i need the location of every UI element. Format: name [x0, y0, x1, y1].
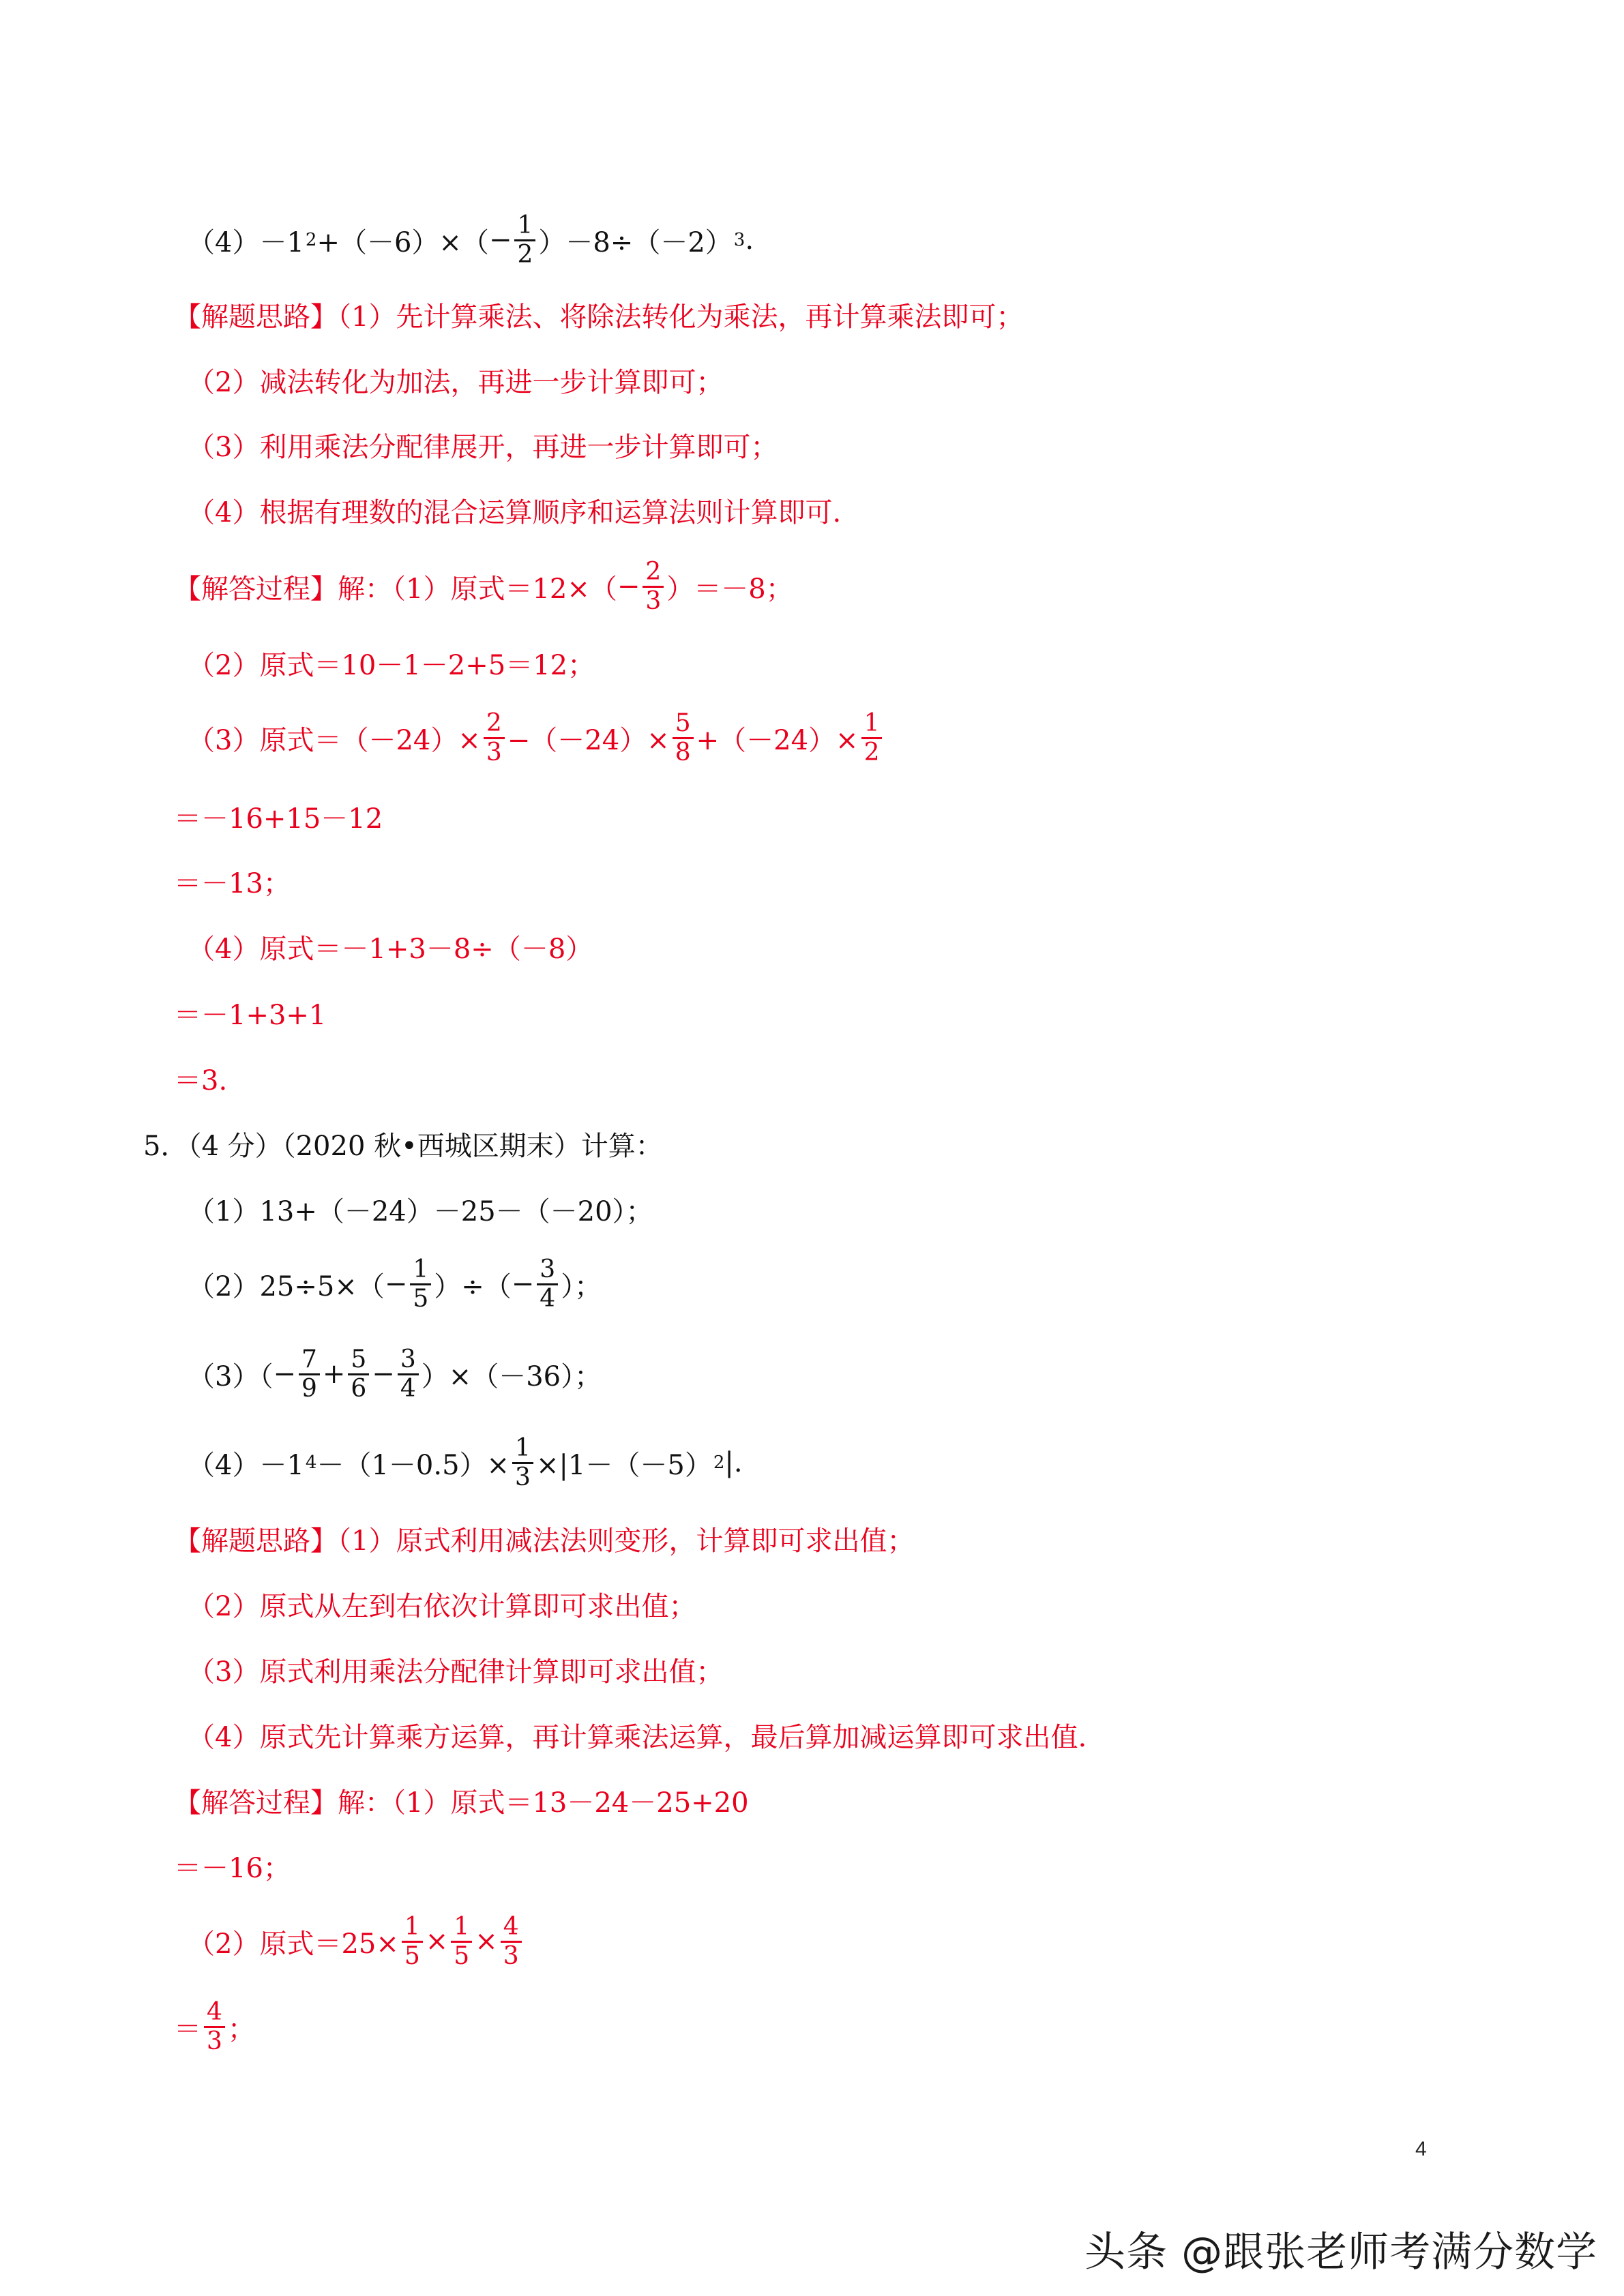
q4-thought-2: （2）减法转化为加法，再进一步计算即可；	[188, 366, 724, 398]
text: （2）原式＝25×	[188, 1928, 399, 1960]
numerator: 1	[404, 1912, 420, 1941]
text: （4）－1	[188, 226, 304, 258]
text: +（－6）×（	[316, 226, 489, 258]
denominator: 3	[643, 586, 664, 615]
q5-answer-2-line2	[174, 1989, 255, 2064]
fraction	[402, 1913, 423, 1970]
q5-problem-4	[188, 1425, 743, 1500]
text: +（－24）×	[696, 724, 859, 756]
q5-answer-2	[188, 1904, 525, 1979]
fraction	[204, 1999, 225, 2055]
exponent: 2	[305, 230, 317, 250]
fraction	[299, 1346, 320, 1403]
text: （3）（	[188, 1360, 274, 1392]
fraction	[673, 710, 694, 766]
fraction	[512, 1435, 533, 1491]
minus-sign: −	[488, 224, 512, 256]
numerator: 1	[863, 709, 880, 737]
q5-thought-3: （3）原式利用乘法分配律计算即可求出值；	[188, 1656, 724, 1688]
text: ＝	[174, 2013, 201, 2045]
text: ）×（－36）；	[421, 1360, 602, 1392]
fraction	[643, 558, 664, 615]
minus-sign: −	[273, 1358, 296, 1390]
numerator: 1	[515, 1433, 531, 1462]
q4-thought-3: （3）利用乘法分配律展开，再进一步计算即可；	[188, 431, 778, 463]
denominator: 8	[673, 737, 694, 766]
q5-title: 5．（4 分）（2020 秋•西城区期末）计算：	[143, 1130, 663, 1162]
numerator: 3	[400, 1345, 416, 1373]
text: ）；	[561, 1270, 602, 1302]
denominator: 3	[512, 1462, 533, 1491]
page-number: 4	[1415, 2138, 1427, 2160]
q4-problem-4	[188, 203, 754, 278]
numerator: 3	[540, 1255, 556, 1283]
q5-problem-3	[188, 1337, 602, 1412]
plus-sign: +	[322, 1358, 346, 1390]
q4-answer-3-line2: ＝－16+15－12	[174, 803, 383, 835]
denominator: 4	[537, 1283, 558, 1313]
minus-sign: −	[384, 1268, 408, 1300]
text: ×|1－（－5）	[535, 1449, 712, 1481]
numerator: 1	[454, 1912, 470, 1941]
denominator: 2	[861, 737, 883, 766]
q5-thought-2: （2）原式从左到右依次计算即可求出值；	[188, 1590, 696, 1622]
numerator: 2	[486, 709, 502, 737]
q4-answer-3-line3: ＝－13；	[174, 867, 291, 899]
fraction	[501, 1913, 522, 1970]
fraction	[398, 1346, 419, 1403]
denominator: 3	[204, 2026, 225, 2055]
denominator: 2	[514, 239, 535, 269]
fraction	[514, 212, 535, 269]
fraction	[484, 710, 505, 766]
numerator: 1	[517, 211, 533, 239]
text: .	[745, 224, 754, 256]
text: －（1－0.5）×	[316, 1449, 510, 1481]
q5-thought-1: 【解题思路】（1）原式利用减法法则变形，计算即可求出值；	[174, 1525, 915, 1557]
q5-problem-2	[188, 1247, 602, 1322]
text: ）÷（	[434, 1270, 512, 1302]
numerator: 5	[675, 709, 691, 737]
denominator: 9	[299, 1373, 320, 1403]
q5-answer-1-line2: ＝－16；	[174, 1852, 291, 1884]
exponent: 4	[305, 1452, 317, 1473]
text: ；	[227, 2013, 255, 2045]
minus-sign: −	[511, 1268, 535, 1300]
denominator: 6	[348, 1373, 369, 1403]
times-sign: ×	[425, 1926, 449, 1957]
q4-answer-2: （2）原式＝10－1－2+5＝12；	[188, 649, 595, 681]
exponent: 3	[733, 230, 745, 250]
q4-answer-1	[174, 549, 793, 624]
times-sign: ×	[475, 1926, 498, 1957]
text: （4）－1	[188, 1449, 304, 1481]
denominator: 5	[451, 1941, 472, 1970]
numerator: 5	[351, 1345, 367, 1373]
denominator: 4	[398, 1373, 419, 1403]
text: |.	[724, 1447, 743, 1478]
q5-answer-1: 【解答过程】解：（1）原式＝13－24－25+20	[174, 1787, 749, 1819]
denominator: 3	[501, 1941, 522, 1970]
exponent: 2	[713, 1452, 725, 1473]
fraction	[537, 1256, 558, 1313]
fraction	[861, 710, 883, 766]
q4-answer-4-line3: ＝3.	[174, 1064, 228, 1097]
q4-thought-4: （4）根据有理数的混合运算顺序和运算法则计算即可.	[188, 496, 842, 528]
q5-problem-1: （1）13+（－24）－25－（－20）；	[188, 1195, 653, 1227]
fraction	[451, 1913, 472, 1970]
text: ）－8÷（－2）	[538, 226, 733, 258]
minus-sign: −	[617, 571, 640, 602]
numerator: 7	[301, 1345, 317, 1373]
text: −（－24）×	[507, 724, 670, 756]
text: （3）原式＝（－24）×	[188, 724, 481, 756]
numerator: 2	[645, 557, 662, 586]
watermark: 头条 @跟张老师考满分数学	[1084, 2228, 1598, 2276]
text: （2）25÷5×（	[188, 1270, 385, 1302]
numerator: 4	[207, 1997, 222, 2026]
q5-thought-4: （4）原式先计算乘方运算，再计算乘法运算，最后算加减运算即可求出值.	[188, 1721, 1087, 1753]
denominator: 5	[410, 1283, 431, 1313]
fraction	[410, 1256, 431, 1313]
text: ）＝－8；	[666, 573, 793, 605]
q4-answer-4: （4）原式＝－1+3－8÷（－8）	[188, 933, 593, 965]
minus-sign: −	[372, 1358, 395, 1390]
numerator: 1	[413, 1255, 429, 1283]
q4-answer-3	[188, 700, 885, 775]
fraction	[348, 1346, 369, 1403]
denominator: 5	[402, 1941, 423, 1970]
numerator: 4	[503, 1912, 519, 1941]
q4-answer-4-line2: ＝－1+3+1	[174, 999, 327, 1031]
denominator: 3	[484, 737, 505, 766]
q4-thought-1: 【解题思路】（1）先计算乘法、将除法转化为乘法，再计算乘法即可；	[174, 301, 1024, 333]
text: 【解答过程】解：（1）原式＝12×（	[174, 573, 617, 605]
